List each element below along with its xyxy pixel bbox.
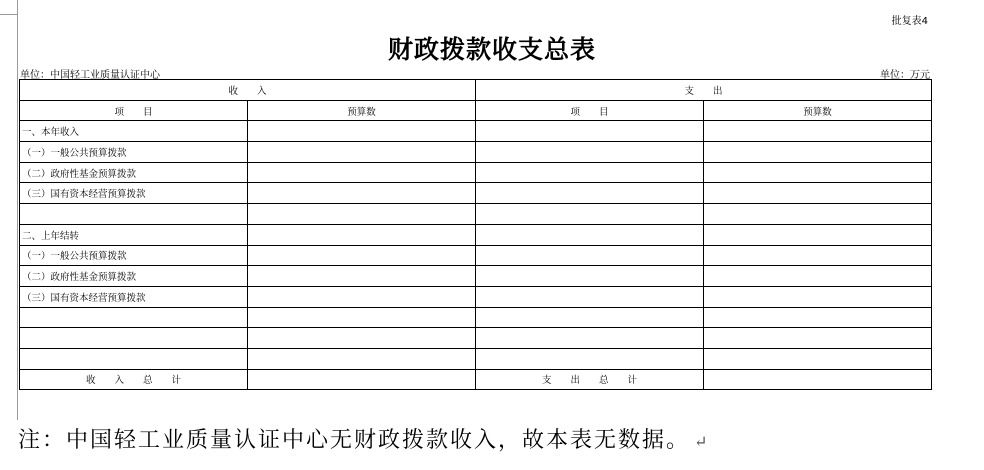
income-item-cell xyxy=(20,307,248,328)
income-item-cell: 二、上年结转 xyxy=(20,224,248,245)
expense-item-cell xyxy=(476,245,704,266)
expense-item-cell xyxy=(476,183,704,204)
table-row xyxy=(20,142,932,163)
table-total-row xyxy=(20,369,932,390)
income-budget-cell xyxy=(248,142,476,163)
expense-item-cell xyxy=(476,286,704,307)
unit-organization: 单位：中国轻工业质量认证中心 xyxy=(20,70,160,81)
income-budget-cell xyxy=(248,286,476,307)
budget-table xyxy=(19,79,932,390)
expense-budget-cell xyxy=(704,183,932,204)
income-item-cell: （三）国有资本经营预算拨款 xyxy=(20,183,248,204)
expense-budget-cell xyxy=(704,328,932,349)
income-budget-cell xyxy=(248,183,476,204)
expense-budget-cell xyxy=(704,307,932,328)
expense-item-cell xyxy=(476,224,704,245)
expense-budget-cell xyxy=(704,121,932,142)
expense-item-cell xyxy=(476,142,704,163)
income-total-value xyxy=(248,369,476,390)
expense-item-cell xyxy=(476,204,704,225)
expense-item-cell xyxy=(476,266,704,287)
footnote-text: 注：中国轻工业质量认证中心无财政拨款收入，故本表无数据。 xyxy=(18,428,691,453)
expense-budget-cell xyxy=(704,245,932,266)
income-item-cell: 一、本年收入 xyxy=(20,121,248,142)
expense-item-cell xyxy=(476,307,704,328)
table-row xyxy=(20,121,932,142)
income-budget-cell xyxy=(248,266,476,287)
expense-budget-cell xyxy=(704,348,932,369)
expense-header: 支 出 xyxy=(476,80,932,101)
table-row xyxy=(20,162,932,183)
income-budget-cell xyxy=(248,245,476,266)
expense-total-label: 支 出 总 计 xyxy=(476,369,704,390)
table-row xyxy=(20,183,932,204)
crop-mark-horizontal xyxy=(0,14,17,15)
income-item-cell: （二）政府性基金预算拨款 xyxy=(20,162,248,183)
income-header: 收 入 xyxy=(20,80,476,101)
unit-currency: 单位：万元 xyxy=(880,70,930,81)
income-budget-cell xyxy=(248,204,476,225)
table-row xyxy=(20,266,932,287)
table-row xyxy=(20,307,932,328)
income-budget-header: 预算数 xyxy=(248,100,476,121)
expense-item-cell xyxy=(476,121,704,142)
income-item-cell: （一）一般公共预算拨款 xyxy=(20,142,248,163)
expense-item-cell xyxy=(476,162,704,183)
expense-item-cell xyxy=(476,328,704,349)
page-title: 财政拨款收支总表 xyxy=(387,35,596,64)
table-row xyxy=(20,286,932,307)
income-item-cell: （二）政府性基金预算拨款 xyxy=(20,266,248,287)
income-budget-cell xyxy=(248,121,476,142)
income-budget-cell xyxy=(248,328,476,349)
table-row xyxy=(20,204,932,225)
paragraph-mark-icon: ↵ xyxy=(694,432,710,451)
table-row xyxy=(20,328,932,349)
income-total-label: 收 入 总 计 xyxy=(20,369,248,390)
expense-budget-cell xyxy=(704,162,932,183)
expense-budget-cell xyxy=(704,204,932,225)
expense-item-cell xyxy=(476,348,704,369)
income-budget-cell xyxy=(248,307,476,328)
expense-budget-cell xyxy=(704,286,932,307)
table-row xyxy=(20,224,932,245)
expense-budget-header: 预算数 xyxy=(704,100,932,121)
expense-item-header: 项 目 xyxy=(476,100,704,121)
footnote xyxy=(18,423,709,454)
income-item-cell xyxy=(20,204,248,225)
form-number: 批复表4 xyxy=(891,16,928,27)
income-item-cell xyxy=(20,348,248,369)
table-subheader-row xyxy=(20,100,932,121)
income-item-header: 项 目 xyxy=(20,100,248,121)
income-budget-cell xyxy=(248,224,476,245)
table-row xyxy=(20,245,932,266)
expense-total-value xyxy=(704,369,932,390)
expense-budget-cell xyxy=(704,266,932,287)
expense-budget-cell xyxy=(704,224,932,245)
income-item-cell xyxy=(20,328,248,349)
income-budget-cell xyxy=(248,348,476,369)
income-item-cell: （三）国有资本经营预算拨款 xyxy=(20,286,248,307)
table-row xyxy=(20,348,932,369)
expense-budget-cell xyxy=(704,142,932,163)
income-budget-cell xyxy=(248,162,476,183)
income-item-cell: （一）一般公共预算拨款 xyxy=(20,245,248,266)
table-header-row xyxy=(20,80,932,101)
